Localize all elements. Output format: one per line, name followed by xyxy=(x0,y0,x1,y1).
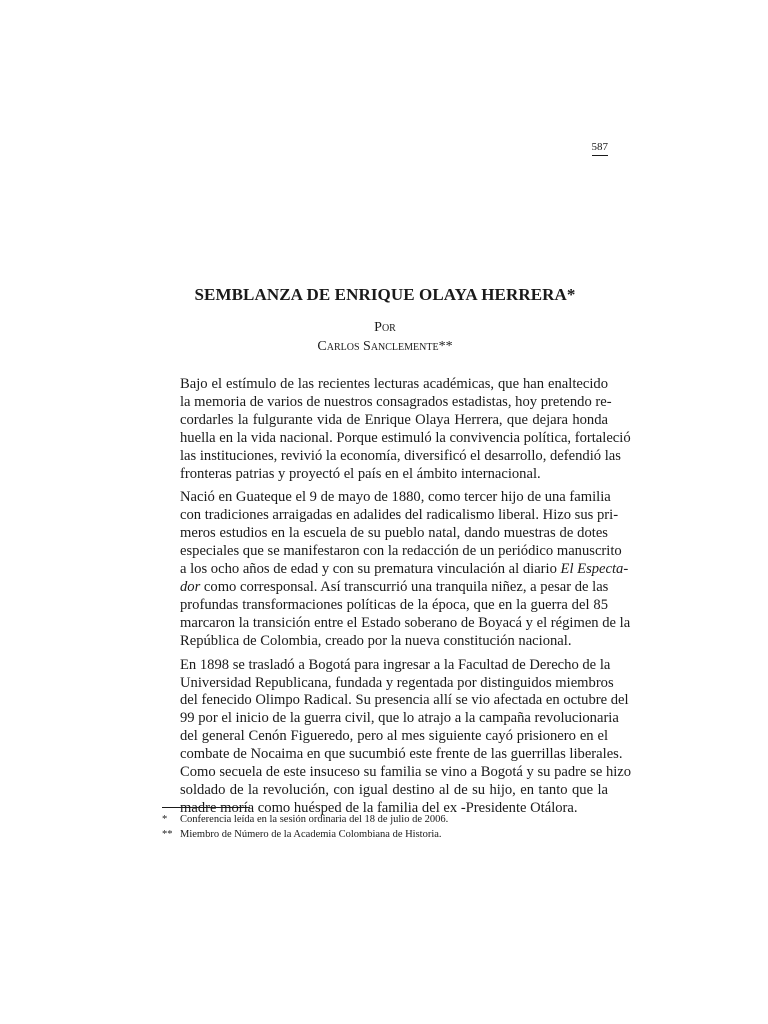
footnotes xyxy=(162,812,608,842)
text-line: Universidad Republicana, fundada y regentada por distinguidos miembros xyxy=(180,674,614,691)
text-line: madre moría como huésped de la familia del ex -Presidente Otálora. xyxy=(180,799,578,816)
text-line: cordarles la fulgurante vida de Enrique Olaya Herrera, que dejara honda xyxy=(180,411,608,428)
text-line: con tradiciones arraigadas en adalides del radicalismo liberal. Hizo sus pri- xyxy=(180,507,619,524)
text-line: meros estudios en la escuela de su pueblo natal, dando muestras de dotes xyxy=(180,525,608,542)
text-line: combate de Nocaima en que sucumbió este frente de las guerrillas liberales. xyxy=(180,746,623,763)
footnote-text: Miembro de Número de la Academia Colombiana de Historia. xyxy=(180,829,442,840)
footnote-text: Conferencia leída en la sesión ordinaria del 18 de julio de 2006. xyxy=(180,814,449,825)
text-line: soldado de la revolución, con igual destino al de su hijo, en tanto que la xyxy=(180,781,608,798)
text-line: especiales que se manifestaron con la redacción de un periódico manuscrito xyxy=(180,543,622,560)
article-title: SEMBLANZA DE ENRIQUE OLAYA HERRERA* xyxy=(194,285,576,304)
text-line: huella en la vida nacional. Porque estimuló la convivencia política, fortaleció xyxy=(180,429,631,446)
paragraph-1 xyxy=(162,376,631,483)
footnote-mark: ** xyxy=(162,829,173,840)
paragraph-3 xyxy=(162,656,632,818)
page-number: 587 xyxy=(592,141,609,156)
text-line: fronteras patrias y proyectó el país en el ámbito internacional. xyxy=(180,465,541,482)
text-line: Bajo el estímulo de las recientes lecturas académicas, que han enaltecido xyxy=(180,376,608,392)
text-line: República de Colombia, creado por la nueva constitución nacional. xyxy=(180,632,572,649)
text-line: profundas transformaciones políticas de la época, que en la guerra del 85 xyxy=(180,596,608,613)
footnote-1 xyxy=(162,812,608,827)
newspaper-name-italic-end: dor xyxy=(180,578,201,595)
text-segment: a los ocho años de edad y con su prematura vinculación al diario xyxy=(180,561,561,578)
text-line: del fenecido Olimpo Radical. Su presencia allí se vio afectada en octubre del xyxy=(180,692,629,709)
text-line: En 1898 se trasladó a Bogotá para ingresar a la Facultad de Derecho de la xyxy=(180,656,611,673)
text-line-with-italic xyxy=(162,579,608,597)
newspaper-name-italic: El Especta- xyxy=(560,561,629,578)
text-line: la memoria de varios de nuestros consagrados estadistas, hoy pretendo re- xyxy=(180,393,612,410)
text-line-with-italic xyxy=(162,561,629,579)
text-segment: como corresponsal. Así transcurrió una tranquila niñez, a pesar de las xyxy=(200,578,609,595)
byline-por: Por xyxy=(374,320,396,335)
text-line: marcaron la transición entre el Estado soberano de Boyacá y el régimen de la xyxy=(180,614,631,631)
text-line: las instituciones, revivió la economía, diversificó el desarrollo, defendió las xyxy=(180,447,621,464)
footnote-mark: * xyxy=(162,814,168,825)
text-line: del general Cenón Figueredo, pero al mes siguiente cayó prisionero en el xyxy=(180,728,608,745)
text-line: 99 por el inicio de la guerra civil, que lo atrajo a la campaña revolucionaria xyxy=(180,710,619,727)
byline-author: Carlos Sanclemente** xyxy=(317,339,453,354)
paragraph-2 xyxy=(162,489,631,650)
footnote-2 xyxy=(162,827,608,842)
text-line: Como secuela de este insuceso su familia se vino a Bogotá y su padre se hizo xyxy=(180,764,632,781)
text-line: Nació en Guateque el 9 de mayo de 1880, como tercer hijo de una familia xyxy=(180,489,611,506)
document-page xyxy=(162,0,632,1024)
footnote-separator xyxy=(162,807,250,808)
body-text xyxy=(162,376,632,824)
